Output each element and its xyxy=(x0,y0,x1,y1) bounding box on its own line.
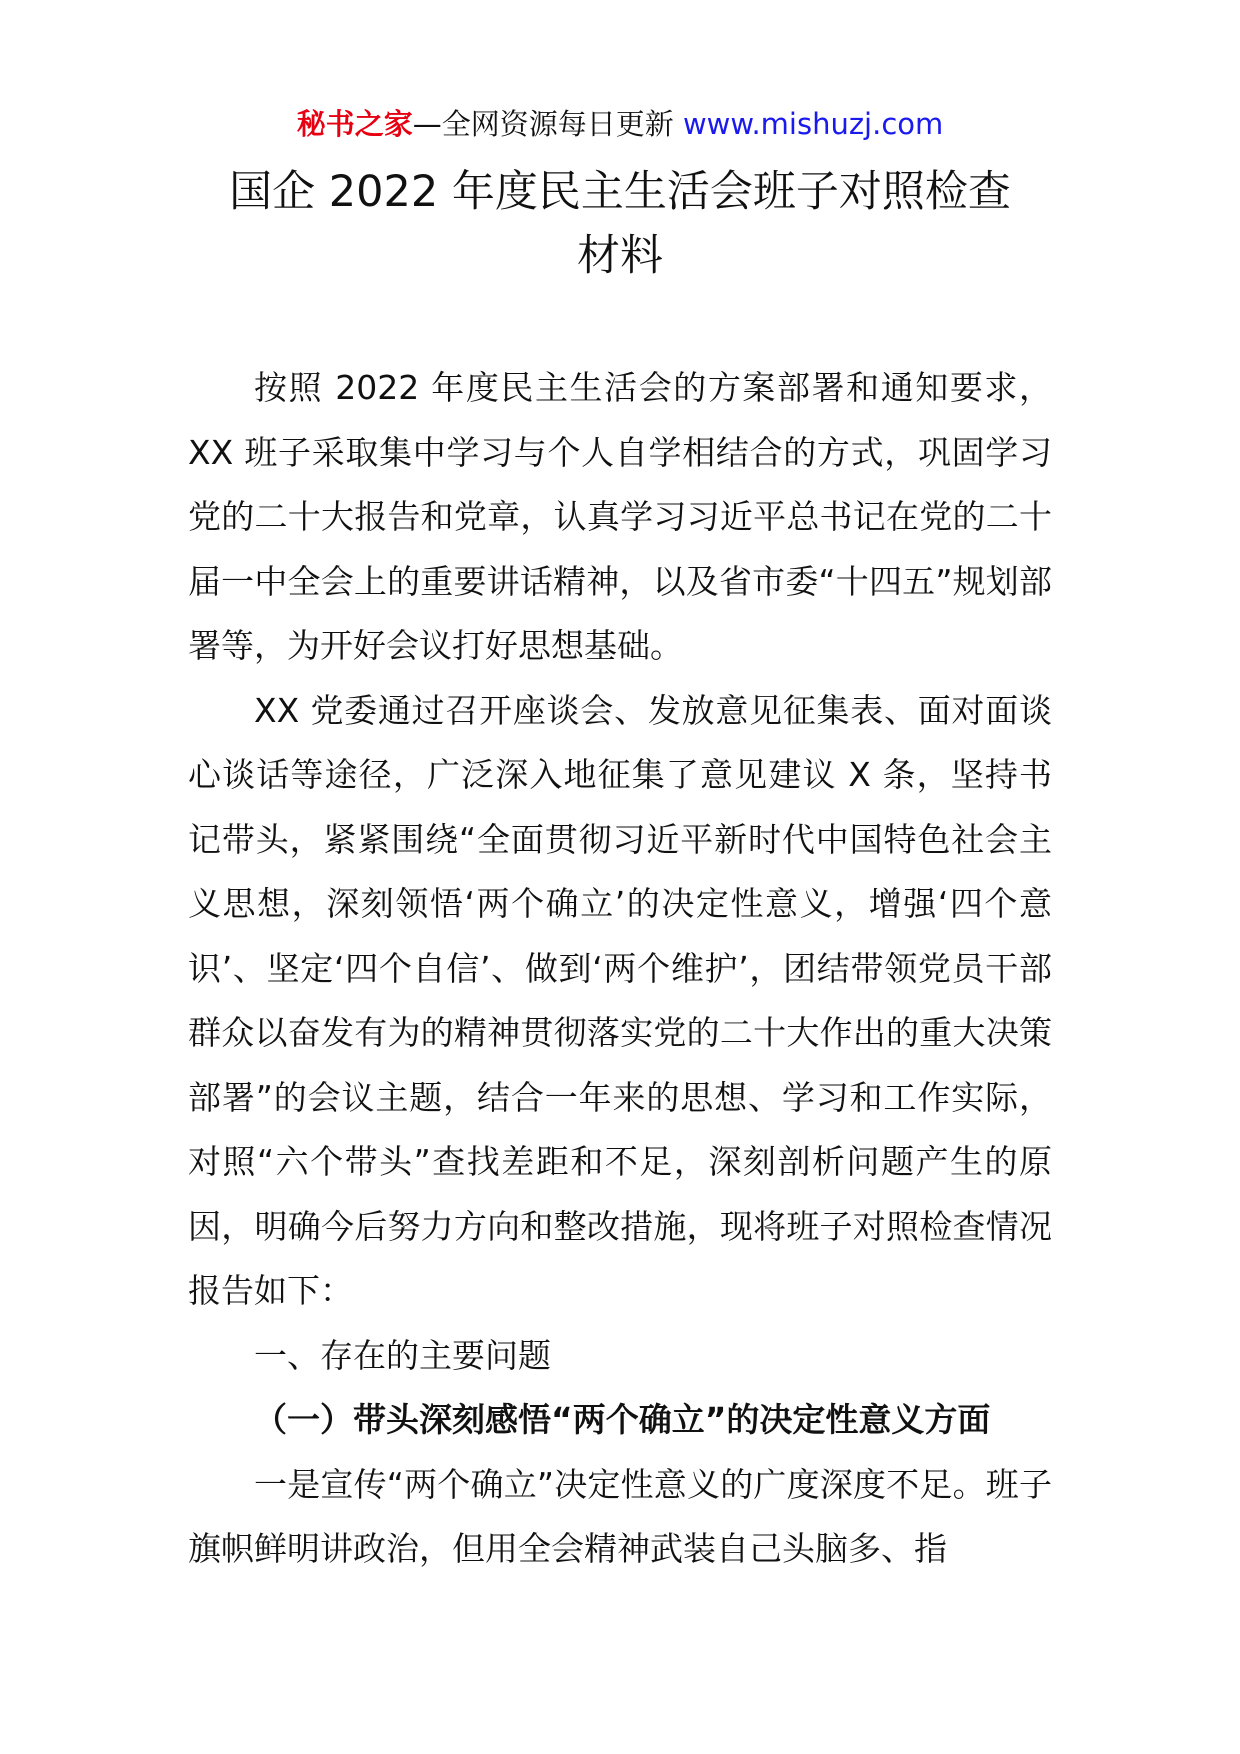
document-body xyxy=(188,356,1052,1582)
site-tagline: —全网资源每日更新 xyxy=(412,107,683,141)
brand-name: 秘书之家 xyxy=(296,107,413,141)
title-line-1: 国企 2022 年度民主生活会班子对照检查 xyxy=(229,167,1011,217)
site-header xyxy=(0,104,1240,144)
title-line-2: 材料 xyxy=(577,231,663,281)
subsection-heading-1: （一）带头深刻感悟“两个确立”的决定性意义方面 xyxy=(254,1400,991,1439)
document-title xyxy=(0,160,1240,288)
site-url-link[interactable]: www.mishuzj.com xyxy=(682,107,944,141)
paragraph-intro: 按照 2022 年度民主生活会的方案部署和通知要求，XX 班子采取集中学习与个人自学相结合的方式，巩固学习党的二十大报告和党章，认真学习习近平总书记在党的二十届一中全会上的重要讲话精神，以及省市委“十四五”规划部署等，为开好会议打好思想基础。 xyxy=(188,368,1052,665)
paragraph-process: XX 党委通过召开座谈会、发放意见征集表、面对面谈心谈话等途径，广泛深入地征集了意见建议 X 条，坚持书记带头，紧紧围绕“全面贯彻习近平新时代中国特色社会主义思想，深刻领悟‘两个确立’的决定性意义，增强‘四个意识’、坚定‘四个自信’、做到‘两个维护’，团结带领党员干部群众以奋发有为的精神贯彻落实党的二十大作出的重大决策部署”的会议主题，结合一年来的思想、学习和工作实际，对照“六个带头”查找差距和不足，深刻剖析问题产生的原因，明确今后努力方向和整改措施，现将班子对照检查情况报告如下： xyxy=(188,690,1052,1310)
paragraph-problem-1: 一是宣传“两个确立”决定性意义的广度深度不足。班子旗帜鲜明讲政治，但用全会精神武装自己头脑多、指 xyxy=(188,1464,1052,1568)
section-heading-problems: 一、存在的主要问题 xyxy=(254,1335,551,1375)
